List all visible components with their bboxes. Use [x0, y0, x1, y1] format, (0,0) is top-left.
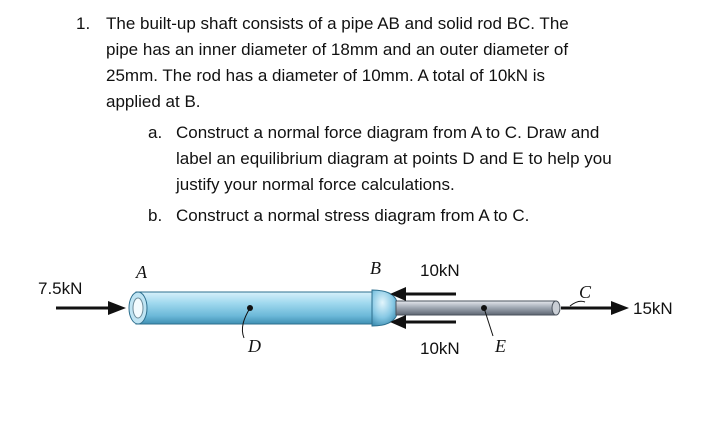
- part-b-line-1: Construct a normal stress diagram from A to C.: [176, 206, 530, 225]
- statement-line-2: pipe has an inner diameter of 18mm and an outer diameter of: [106, 40, 569, 59]
- statement-line-4: applied at B.: [106, 92, 201, 111]
- bottom-force-label: 10kN: [420, 339, 460, 358]
- part-b-marker: b.: [148, 206, 163, 225]
- statement-line-1: The built-up shaft consists of a pipe AB and solid rod BC. The: [106, 14, 569, 33]
- label-a: A: [136, 262, 147, 282]
- problem-number: 1.: [76, 14, 91, 33]
- part-a-line-3: justify your normal force calculations.: [176, 175, 455, 194]
- shaft-figure: [0, 250, 726, 433]
- statement-line-3: 25mm. The rod has a diameter of 10mm. A total of 10kN is: [106, 66, 546, 85]
- part-a-marker: a.: [148, 123, 163, 142]
- left-force-arrow: [56, 301, 126, 315]
- top-force-label: 10kN: [420, 261, 460, 280]
- part-a-line-1: Construct a normal force diagram from A to C. Draw and: [176, 123, 600, 142]
- right-force-label: 15kN: [633, 299, 673, 318]
- right-force-arrow: [561, 301, 629, 315]
- top-force-arrow: [390, 287, 456, 301]
- label-e: E: [495, 336, 506, 356]
- label-d: D: [248, 336, 261, 356]
- rod-bc: [396, 301, 560, 315]
- bottom-force-arrow: [390, 315, 456, 329]
- label-c: C: [579, 282, 592, 302]
- label-b: B: [370, 258, 381, 278]
- part-a-line-2: label an equilibrium diagram at points D and E to help you: [176, 149, 612, 168]
- left-force-label: 7.5kN: [38, 279, 83, 298]
